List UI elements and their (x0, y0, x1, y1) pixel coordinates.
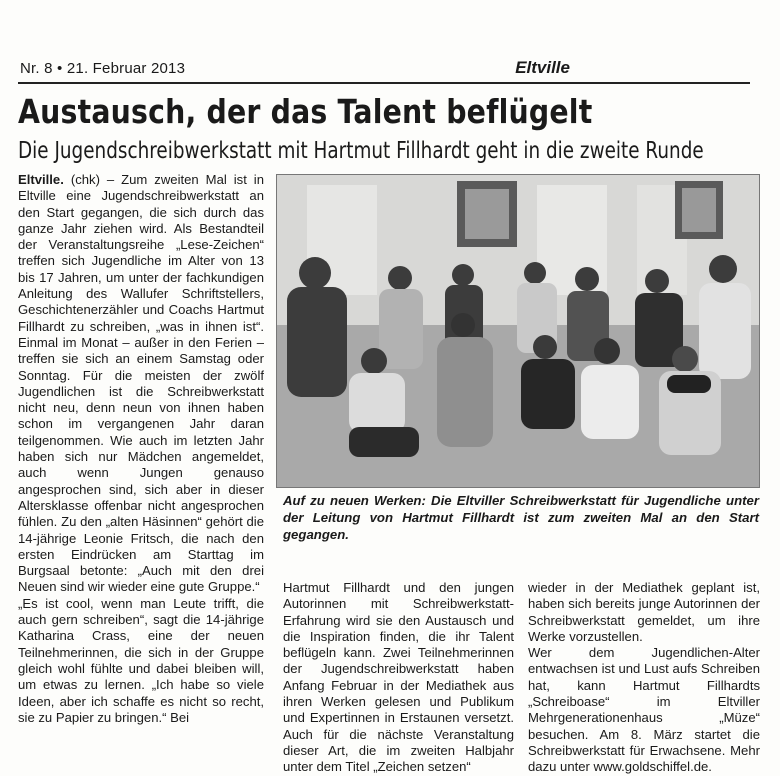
headline: Austausch, der das Talent beflügelt (18, 92, 593, 131)
section-place: Eltville (515, 58, 570, 77)
paragraph-4: wieder in der Mediathek geplant ist, haben sich bereits junge Autorinnen der Schreibwerkstatt gemeldet, um ihre Werke vorzustellen. (528, 580, 760, 644)
group-photo-illustration (277, 175, 759, 487)
paragraph-3: Hartmut Fillhardt und den jungen Autorinnen mit Schreibwerkstatt-Erfahrung wird sie den Austausch und die Inspiration finden, die ihr Talent beflügeln kann. Zwei Teilnehmerinnen der Jugendschreibwerkstatt haben Anfang Februar in der Mediathek aus ihren Werken gelesen und Publikum und Expertinnen in Erstaunen versetzt. Auch für die nächste Veranstaltung dieser Art, die im zweiten Halbjahr unter dem Titel „Zeichen setzen“ (283, 580, 514, 775)
dateline: Eltville. (18, 172, 64, 187)
article-column-3 (528, 580, 760, 776)
paragraph-2: „Es ist cool, wenn man Leute trifft, die auch gern schreiben“, sagt die 14-jährige Katharina Crass, eine der neuen Teilnehmerinnen, die sich in der Gruppe gleich wohl fühlte und dabei bleiben will, um etwas zu lernen. „Ich habe so viele Ideen, aber ich schaffe es nicht so recht, sie zu Papier zu bringen.“ Bei (18, 595, 264, 725)
subheadline: Die Jugendschreibwerkstatt mit Hartmut Fillhardt geht in die zweite Runde (18, 138, 704, 164)
paragraph-1: (chk) – Zum zweiten Mal ist in Eltville eine Jugendschreibwerkstatt an den Start gegangen, die sich durch das ganze Jahr ziehen wird. Als Bestandteil der Veranstaltungsreihe „Lese-Zeichen“ treffen sich Jugendliche im Alter von 13 bis 17 Jahren, um unter der fachkundigen Anleitung des Wallufer Schriftstellers, Geschichtenerzähler und Coachs Hartmut Fillhardt zu schreiben, „was in ihnen ist“. Einmal im Monat – außer in den Ferien – treffen sie sich an einem Samstag oder Sonntag. Für die meisten der zwölf Jugendlichen ist die Schreibwerkstatt nicht neu, denn neun von ihnen haben schon im vergangenen Jahr daran teilgenommen. Wie auch im letzten Jahr haben sich nur Mädchen angemeldet, auch wenn Jungen genauso angesprochen sind, sich aber in dieser Altersklasse offenbar nicht angesprochen fühlen. Zu den „alten Häsinnen“ gehört die 14-jährige Leonie Fritsch, die nach den ersten Eindrücken am Starttag im Burgsaal betonte: „Auch mit den drei Neuen sind wir wieder eine gute Gruppe.“ (18, 172, 264, 595)
article-column-1 (18, 172, 264, 752)
paragraph-5: Wer dem Jugendlichen-Alter entwachsen ist und Lust aufs Schreiben hat, kann Hartmut Fillhardts „Schreiboase“ im Eltviller Mehrgenerationenhaus „Müze“ besuchen. Am 8. März startet die Schreibwerkstatt für Erwachsene. Mehr dazu unter www.goldschiffel.de. (528, 645, 760, 775)
issue-date: Nr. 8 • 21. Februar 2013 (20, 60, 186, 77)
masthead (18, 58, 750, 84)
article-column-2 (283, 580, 514, 776)
group-photo (276, 174, 760, 488)
photo-caption: Auf zu neuen Werken: Die Eltviller Schreibwerkstatt für Jugendliche unter der Leitung von Hartmut Fillhardt ist zum zweiten Mal an den Start gegangen. (283, 493, 759, 542)
